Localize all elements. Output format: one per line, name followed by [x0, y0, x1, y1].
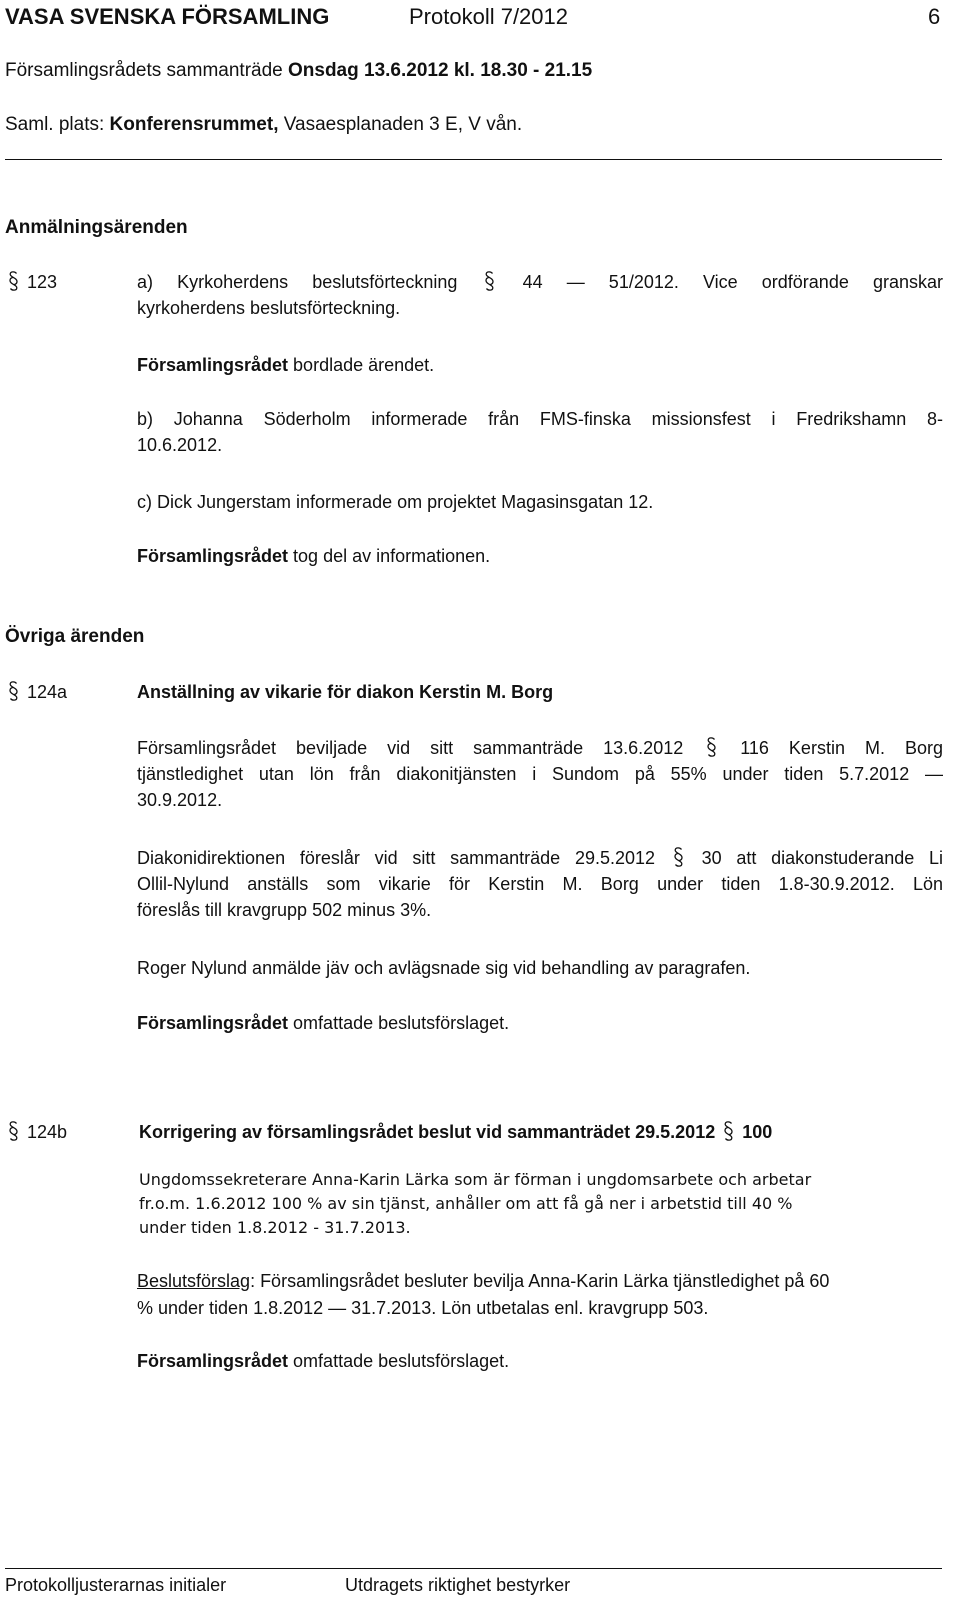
item-124a-title: Anställning av vikarie för diakon Kerstin M. Borg [137, 682, 554, 702]
organization-name: VASA SVENSKA FÖRSAMLING [5, 4, 330, 29]
item-124a-p1-line-1: Församlingsrådet beviljade vid sitt sammanträde 13.6.2012 116 Kerstin M. Borg [137, 738, 943, 758]
item-124a-p1-line-3: 30.9.2012. [137, 790, 223, 810]
place-line [5, 114, 522, 136]
section-sign-icon [7, 1120, 20, 1142]
section-sign-icon [7, 270, 20, 292]
footer-initials-label: Protokolljusterarnas initialer [5, 1575, 227, 1595]
paragraph-number-124b: 124b [5, 1119, 67, 1146]
item-123c: c) Dick Jungerstam informerade om projektet Magasinsgatan 12. [137, 492, 654, 512]
decision-124a: Församlingsrådet omfattade beslutsförslaget. [137, 1013, 510, 1033]
paragraph-number-123 [5, 269, 57, 296]
proposal-line-1: : Församlingsrådet besluter bevilja Anna-Karin Lärka tjänstledighet på 60 [250, 1271, 830, 1291]
proposal-line-2: % under tiden 1.8.2012 — 31.7.2013. Lön utbetalas enl. kravgrupp 503. [137, 1298, 709, 1318]
item-123a-line-2: kyrkoherdens beslutsförteckning. [137, 298, 401, 318]
item-124b-title: Korrigering av församlingsrådet beslut vid sammanträdet 29.5.2012 100 [139, 1122, 773, 1142]
protocol-number: Protokoll 7/2012 [409, 4, 568, 29]
footer-divider [5, 1568, 942, 1569]
section-sign-icon [722, 1120, 735, 1142]
decision-123a: Församlingsrådet bordlade ärendet. [137, 355, 435, 375]
section-sign-icon [672, 846, 685, 868]
place-room: Konferensrummet, [109, 114, 279, 135]
item-124a-p2-line-1: Diakonidirektionen föreslår vid sitt sammanträde 29.5.2012 30 att diakonstuderande Li [137, 848, 943, 868]
section-sign-icon [705, 736, 718, 758]
item-123b [137, 406, 943, 458]
place-prefix: Saml. plats: [5, 114, 110, 135]
meeting-date: Onsdag 13.6.2012 kl. 18.30 - 21.15 [288, 60, 593, 81]
header-divider [5, 159, 942, 160]
item-124b-p1-line-2: fr.o.m. 1.6.2012 100 % av sin tjänst, anhåller om att få gå ner i arbetstid till 40 % [139, 1194, 793, 1213]
item-123b-line-1: b) Johanna Söderholm informerade från FMS-finska missionsfest i Fredrikshamn 8- [137, 409, 943, 429]
section-sign-icon [7, 680, 20, 702]
item-124b-p1-line-1: Ungdomssekreterare Anna-Karin Lärka som är förman i ungdomsarbete och arbetar [139, 1170, 812, 1189]
paragraph-number-124a: 124a [5, 679, 67, 706]
footer-certification-label: Utdragets riktighet bestyrker [345, 1575, 571, 1595]
item-123a-line-1: a) Kyrkoherdens beslutsförteckning 44 — 51/2012. Vice ordförande granskar [137, 272, 943, 292]
item-124a-paragraph-1 [137, 735, 943, 813]
item-124a-p1-line-2: tjänstledighet utan lön från diakonitjänsten i Sundom på 55% under tiden 5.7.2012 — [137, 764, 943, 784]
item-124b-p1-line-3: under tiden 1.8.2012 - 31.7.2013. [139, 1218, 411, 1237]
item-124a-p2-line-2: Ollil-Nylund anställs som vikarie för Kerstin M. Borg under tiden 1.8-30.9.2012. Lön [137, 874, 943, 894]
item-124a-p2-line-3: föreslås till kravgrupp 502 minus 3%. [137, 900, 432, 920]
item-123b-line-2: 10.6.2012. [137, 435, 223, 455]
meeting-line [5, 60, 592, 82]
proposal-label: Beslutsförslag [137, 1271, 251, 1291]
item-124a-paragraph-3: Roger Nylund anmälde jäv och avlägsnade sig vid behandling av paragrafen. [137, 958, 751, 978]
item-124a-paragraph-2 [137, 845, 943, 923]
item-124b-paragraph-1 [139, 1168, 811, 1240]
section-sign-icon [483, 270, 496, 292]
page-number: 6 [928, 4, 941, 29]
item-123a [137, 269, 943, 321]
paragraph-number-text: 123 [27, 272, 58, 292]
item-124b-proposal [137, 1268, 829, 1322]
meeting-prefix: Församlingsrådets sammanträde [5, 60, 288, 81]
decision-123c: Församlingsrådet tog del av informationen. [137, 546, 491, 566]
decision-124b: Församlingsrådet omfattade beslutsförslaget. [137, 1351, 510, 1371]
section-heading-anmalningsarenden: Anmälningsärenden [5, 217, 188, 238]
place-address: Vasaesplanaden 3 E, V vån. [278, 114, 523, 135]
section-heading-ovriga: Övriga ärenden [5, 626, 145, 647]
